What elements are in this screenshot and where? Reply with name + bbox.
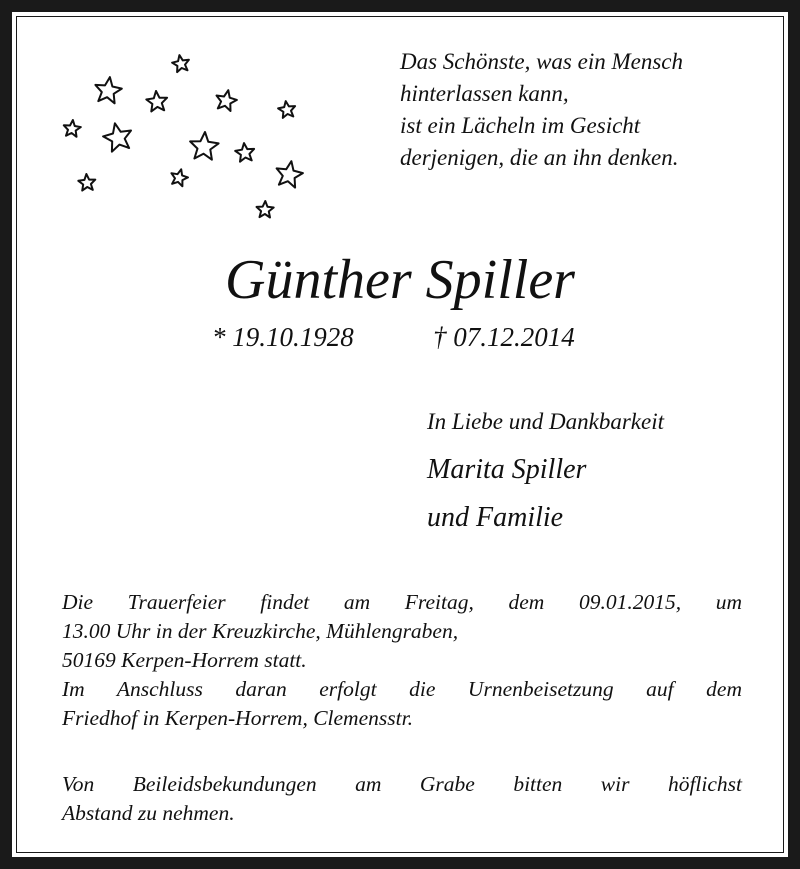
dedication-line: In Liebe und Dankbarkeit bbox=[427, 409, 664, 434]
death-date: † 07.12.2014 bbox=[433, 322, 575, 352]
quote-line: derjenigen, die an ihn denken. bbox=[400, 145, 679, 170]
birth-date: * 19.10.1928 bbox=[212, 322, 354, 352]
star-icon bbox=[171, 169, 188, 186]
text-line: 50169 Kerpen-Horrem statt. bbox=[62, 648, 307, 672]
mourner-family: und Familie bbox=[427, 502, 564, 533]
star-icon bbox=[235, 143, 254, 162]
star-icon bbox=[190, 132, 219, 160]
quote-line: Das Schönste, was ein Mensch bbox=[400, 49, 683, 74]
star-icon bbox=[146, 91, 167, 111]
star-icon bbox=[95, 77, 121, 103]
star-icon bbox=[257, 201, 274, 218]
star-icon bbox=[64, 120, 81, 137]
funeral-details bbox=[62, 588, 742, 733]
star-icon bbox=[172, 55, 189, 72]
star-icon bbox=[103, 123, 131, 151]
text-line: Friedhof in Kerpen-Horrem, Clemensstr. bbox=[62, 706, 413, 730]
deceased-name: Günther Spiller bbox=[225, 249, 575, 311]
star-icon bbox=[278, 101, 295, 118]
star-icon bbox=[78, 174, 95, 191]
star-icon bbox=[277, 161, 303, 187]
quote-line: ist ein Lächeln im Gesicht bbox=[400, 113, 641, 138]
text-line: Im Anschluss daran erfolgt die Urnenbeisetzung auf dem bbox=[62, 677, 742, 701]
quote-block bbox=[400, 46, 683, 174]
text-line: Von Beileidsbekundungen am Grabe bitten wir höflichst bbox=[62, 772, 742, 796]
star-icon bbox=[217, 90, 237, 111]
condolence-note bbox=[62, 770, 742, 828]
text-line: Die Trauerfeier findet am Freitag, dem 09.01.2015, um bbox=[62, 590, 742, 614]
text-line: Abstand zu nehmen. bbox=[62, 801, 235, 825]
text-line: 13.00 Uhr in der Kreuzkirche, Mühlengraben, bbox=[62, 619, 459, 643]
quote-line: hinterlassen kann, bbox=[400, 81, 569, 106]
mourner-name: Marita Spiller bbox=[427, 454, 587, 485]
